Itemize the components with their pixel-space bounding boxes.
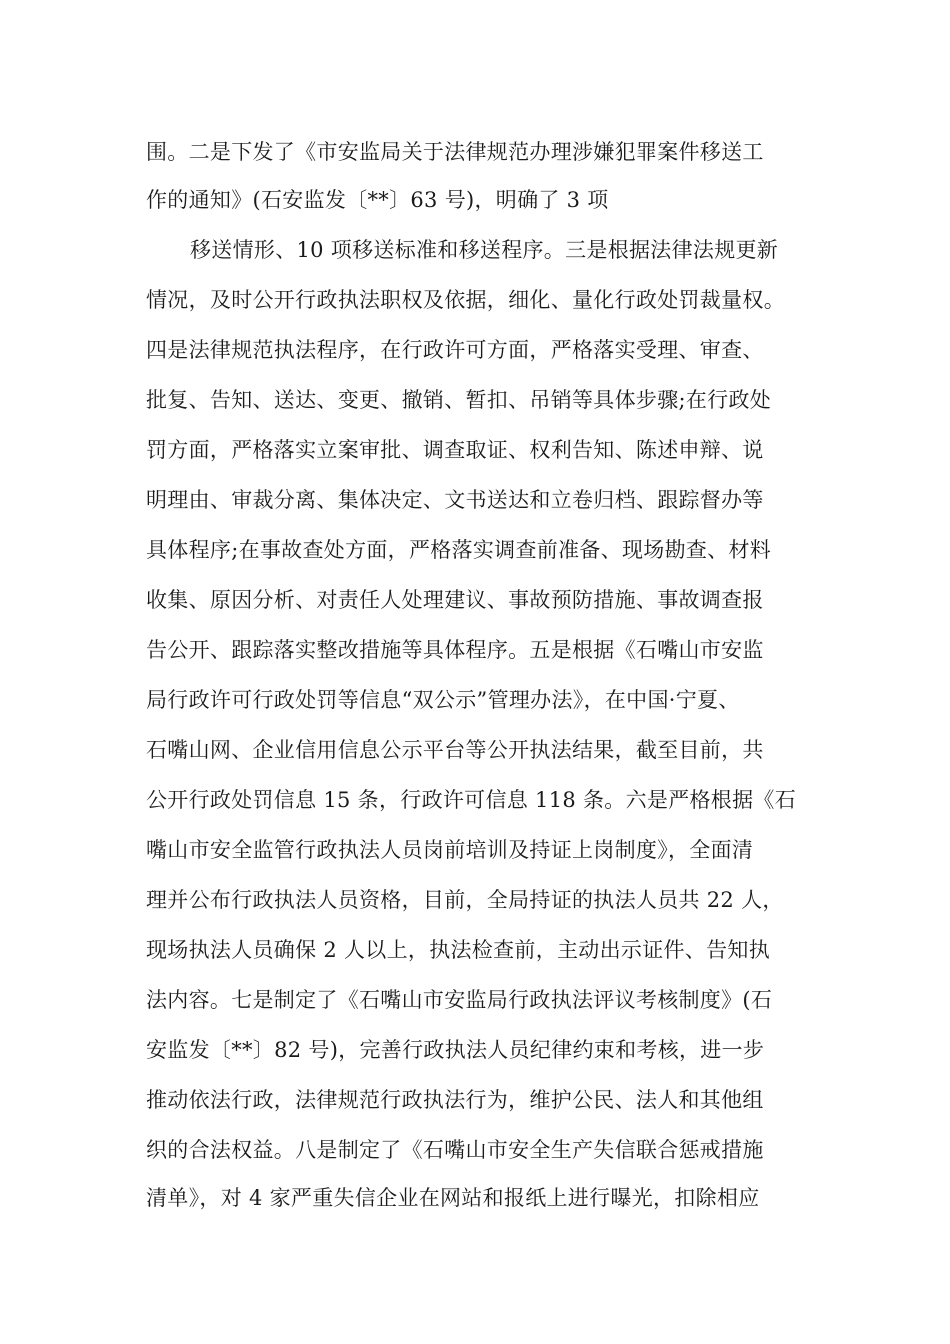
text-line: 情况，及时公开行政执法职权及依据，细化、量化行政处罚裁量权。 xyxy=(146,288,785,312)
text-line: 明理由、审裁分离、集体决定、文书送达和立卷归档、跟踪督办等 xyxy=(146,488,764,512)
text-line: 现场执法人员确保 2 人以上，执法检查前，主动出示证件、告知执 xyxy=(146,938,771,962)
paragraph-first-line: 移送情形、10 项移送标准和移送程序。三是根据法律法规更新 xyxy=(190,238,779,262)
text-line: 收集、原因分析、对责任人处理建议、事故预防措施、事故调查报 xyxy=(146,588,764,612)
text-line: 理并公布行政执法人员资格，目前，全局持证的执法人员共 22 人， xyxy=(146,888,784,912)
text-line: 安监发〔**〕82 号)，完善行政执法人员纪律约束和考核，进一步 xyxy=(146,1038,765,1062)
text-line: 石嘴山网、企业信用信息公示平台等公开执法结果，截至目前，共 xyxy=(146,738,764,762)
text-line: 作的通知》(石安监发〔**〕63 号)，明确了 3 项 xyxy=(146,188,609,212)
text-line: 四是法律规范执法程序，在行政许可方面，严格落实受理、审查、 xyxy=(146,338,764,362)
text-line: 围。二是下发了《市安监局关于法律规范办理涉嫌犯罪案件移送工 xyxy=(146,140,764,164)
text-line: 清单》，对 4 家严重失信企业在网站和报纸上进行曝光，扣除相应 xyxy=(146,1186,760,1210)
text-line: 具体程序;在事故查处方面，严格落实调查前准备、现场勘查、材料 xyxy=(146,538,772,562)
text-line: 公开行政处罚信息 15 条，行政许可信息 118 条。六是严格根据《石 xyxy=(146,788,797,812)
text-line: 罚方面，严格落实立案审批、调查取证、权利告知、陈述申辩、说 xyxy=(146,438,764,462)
text-line: 嘴山市安全监管行政执法人员岗前培训及持证上岗制度》，全面清 xyxy=(146,838,754,862)
text-line: 推动依法行政，法律规范行政执法行为，维护公民、法人和其他组 xyxy=(146,1088,764,1112)
text-line: 告公开、跟踪落实整改措施等具体程序。五是根据《石嘴山市安监 xyxy=(146,638,764,662)
text-line: 局行政许可行政处罚等信息“双公示”管理办法》，在中国·宁夏、 xyxy=(146,688,740,712)
text-line: 批复、告知、送达、变更、撤销、暂扣、吊销等具体步骤;在行政处 xyxy=(146,388,772,412)
text-line: 织的合法权益。八是制定了《石嘴山市安全生产失信联合惩戒措施 xyxy=(146,1138,764,1162)
text-line: 法内容。七是制定了《石嘴山市安监局行政执法评议考核制度》(石 xyxy=(146,988,773,1012)
